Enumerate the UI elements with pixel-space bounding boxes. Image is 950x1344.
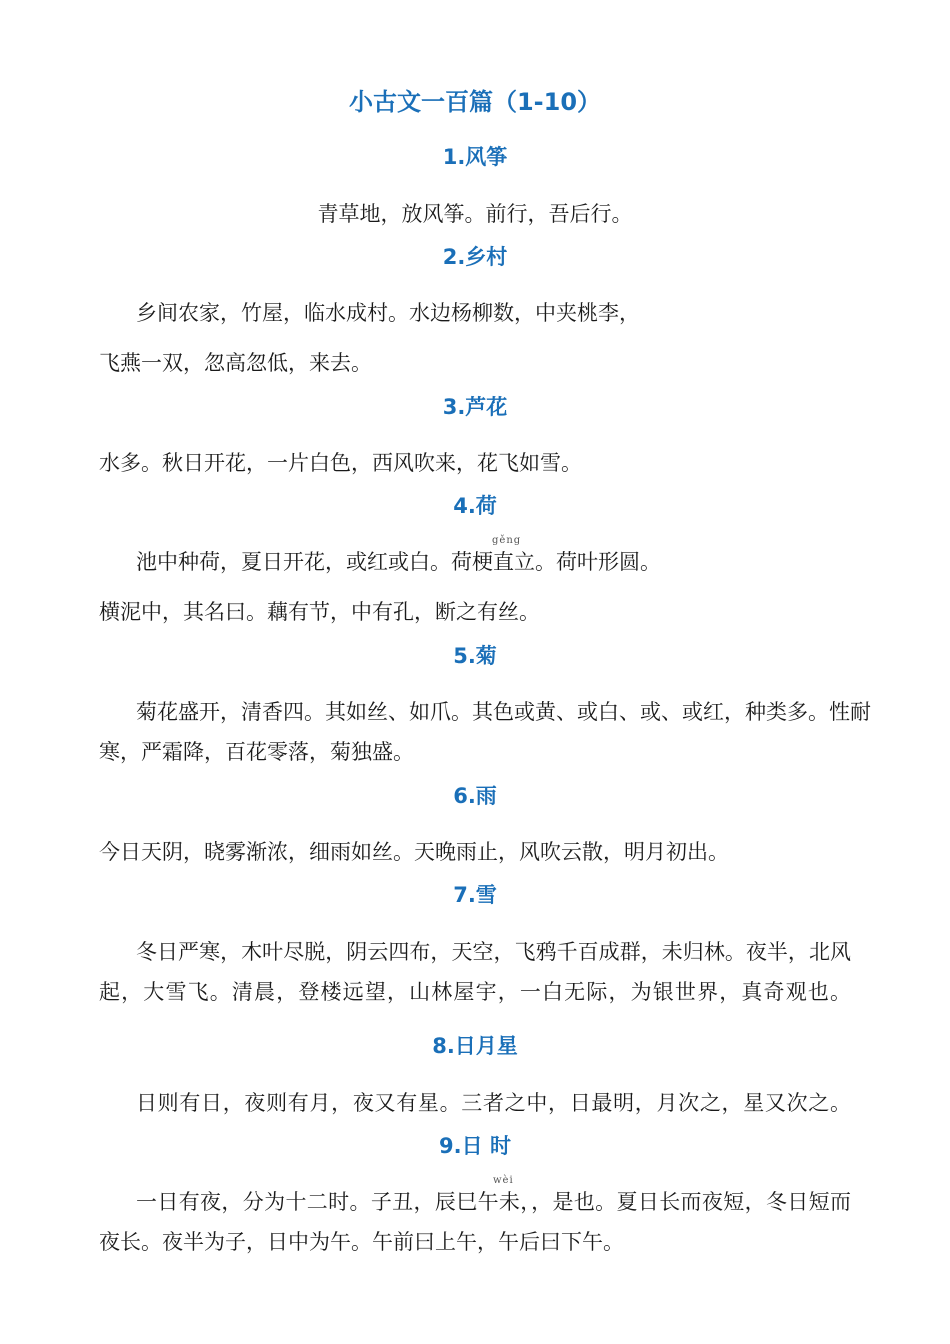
section-heading-3: 3.芦花 xyxy=(442,395,508,419)
section-4-line-2: 横泥中，其名曰。藕有节，中有孔，断之有丝。 xyxy=(99,600,540,624)
section-5-line-2: 寒，严霜降，百花零落，菊独盛。 xyxy=(99,740,414,764)
section-7-line-2: 起，大雪飞。清晨，登楼远望，山林屋宇，一白无际，为银世界，真奇观也。 xyxy=(99,980,851,1004)
section-heading-6: 6.雨 xyxy=(453,784,497,808)
section-2-line-2: 飞燕一双，忽高忽低，来去。 xyxy=(99,351,372,375)
section-3-line-1: 水多。秋日开花，一片白色，西风吹来，花飞如雪。 xyxy=(99,451,582,475)
pinyin-annotation-wei: wèi xyxy=(493,1175,514,1186)
section-1-line-1: 青草地，放风筝。前行，吾后行。 xyxy=(317,202,633,226)
document-title: 小古文一百篇（1-10） xyxy=(348,88,602,116)
section-heading-7: 7.雪 xyxy=(453,883,497,907)
section-9-line-2: 夜长。夜半为子，日中为午。午前曰上午，午后曰下午。 xyxy=(99,1230,624,1254)
section-heading-9: 9.日 时 xyxy=(439,1134,511,1158)
section-2-line-1: 乡间农家，竹屋，临水成村。水边杨柳数，中夹桃李， xyxy=(136,301,640,325)
section-7-line-1: 冬日严寒，木叶尽脱，阴云四布，天空，飞鸦千百成群，未归林。夜半，北风 xyxy=(136,940,851,964)
section-6-line-1: 今日天阴，晓雾渐浓，细雨如丝。天晚雨止，风吹云散，明月初出。 xyxy=(99,840,729,864)
section-8-line-1: 日则有日，夜则有月，夜又有星。三者之中，日最明，月次之，星又次之。 xyxy=(136,1091,851,1115)
section-heading-5: 5.菊 xyxy=(453,644,497,668)
section-5-line-1: 菊花盛开，清香四。其如丝、如爪。其色或黄、或白、或、或红，种类多。性耐 xyxy=(136,700,871,724)
section-heading-8: 8.日月星 xyxy=(432,1034,518,1058)
section-heading-2: 2.乡村 xyxy=(442,245,508,269)
section-4-line-1: 池中种荷，夏日开花，或红或白。荷梗直立。荷叶形圆。 xyxy=(136,550,661,574)
pinyin-annotation-geng: gěng xyxy=(492,535,522,546)
section-9-line-1: 一日有夜，分为十二时。子丑，辰巳午未，，是也。夏日长而夜短，冬日短而 xyxy=(136,1190,851,1214)
section-heading-4: 4.荷 xyxy=(453,494,497,518)
section-heading-1: 1.风筝 xyxy=(442,145,508,169)
